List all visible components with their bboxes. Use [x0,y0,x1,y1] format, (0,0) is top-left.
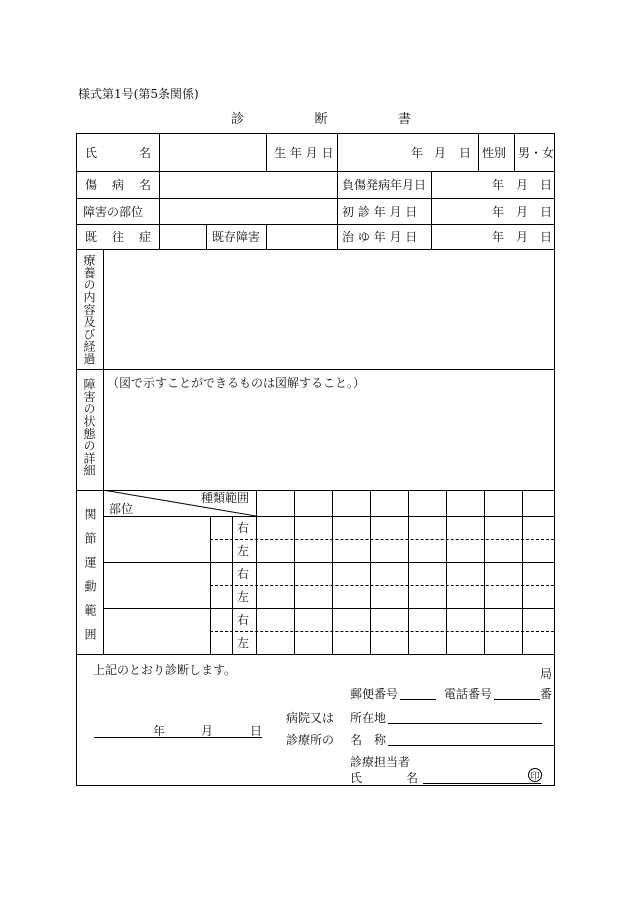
title-char: 診 [231,112,245,127]
institution-name-field: 名 称 [350,731,554,747]
document-title [231,108,411,127]
date-day: 日 [250,723,263,738]
cure-date-label: 治 ゆ 年 月 日 [342,230,418,244]
medical-history-label: 既 往 症 [85,230,151,244]
onset-year: 年 [492,178,505,192]
address-field: 所在地 [350,709,542,725]
form-number: 様式第1号(第5条関係) [78,87,199,101]
first-visit-day: 日 [540,204,553,219]
existing-disability-label: 既存障害 [212,230,261,244]
title-char: 断 [314,112,328,127]
institution-label-a: 病院又は [286,710,335,725]
birth-day: 日 [459,146,472,160]
date-year: 年 [153,723,166,738]
site-label: 部位 [109,501,134,516]
doctor-name-label-b: 名 [406,770,419,785]
right-label: 右 [237,521,250,535]
seal-mark: 印 [528,768,542,782]
condition-note: （図で示すことができるものは図解すること。） [107,375,366,390]
name-label: 氏 名 [85,146,151,160]
first-visit-label: 初 診 年 月 日 [342,204,418,219]
sex-label: 性別 [482,146,507,160]
right-label: 右 [237,613,250,627]
first-visit-month: 月 [516,204,529,219]
onset-date-label: 負傷発病年月日 [342,178,427,192]
joint-range-label: 関節運動範囲 [83,508,97,652]
onset-month: 月 [516,178,529,192]
bureau-label: 局 [540,666,553,681]
phone-number-field: 電話番号 番 [444,686,553,701]
birthdate-label: 生 年 月 日 [274,146,334,160]
cure-year: 年 [492,230,505,244]
onset-day: 日 [540,178,553,192]
birth-year: 年 [411,146,424,160]
cure-month: 月 [516,230,529,244]
first-visit-year: 年 [492,204,505,219]
sex-value: 男・女 [518,146,555,160]
injury-name-label: 傷 病 名 [85,178,151,192]
left-label: 左 [237,590,250,604]
institution-label-b: 診療所の [286,732,335,747]
left-label: 左 [237,636,250,650]
treatment-label: 療養の内容及び経過 [82,254,96,365]
doctor-label: 診療担当者 [350,754,411,769]
kind-range-label: 種類範囲 [201,490,250,505]
form-frame [76,133,555,786]
title-char: 書 [397,112,411,127]
postal-code-field: 郵便番号 [350,685,436,701]
right-label: 右 [237,567,250,581]
injury-site-label: 障害の部位 [83,204,144,219]
cure-day: 日 [540,230,553,244]
left-label: 左 [237,544,250,558]
date-month: 月 [201,723,214,738]
condition-label: 障害の状態の詳細 [82,378,96,477]
birth-month: 月 [434,146,447,160]
diagnosis-statement: 上記のとおり診断します。 [93,662,237,677]
doctor-name-label-a: 氏 [350,770,363,785]
